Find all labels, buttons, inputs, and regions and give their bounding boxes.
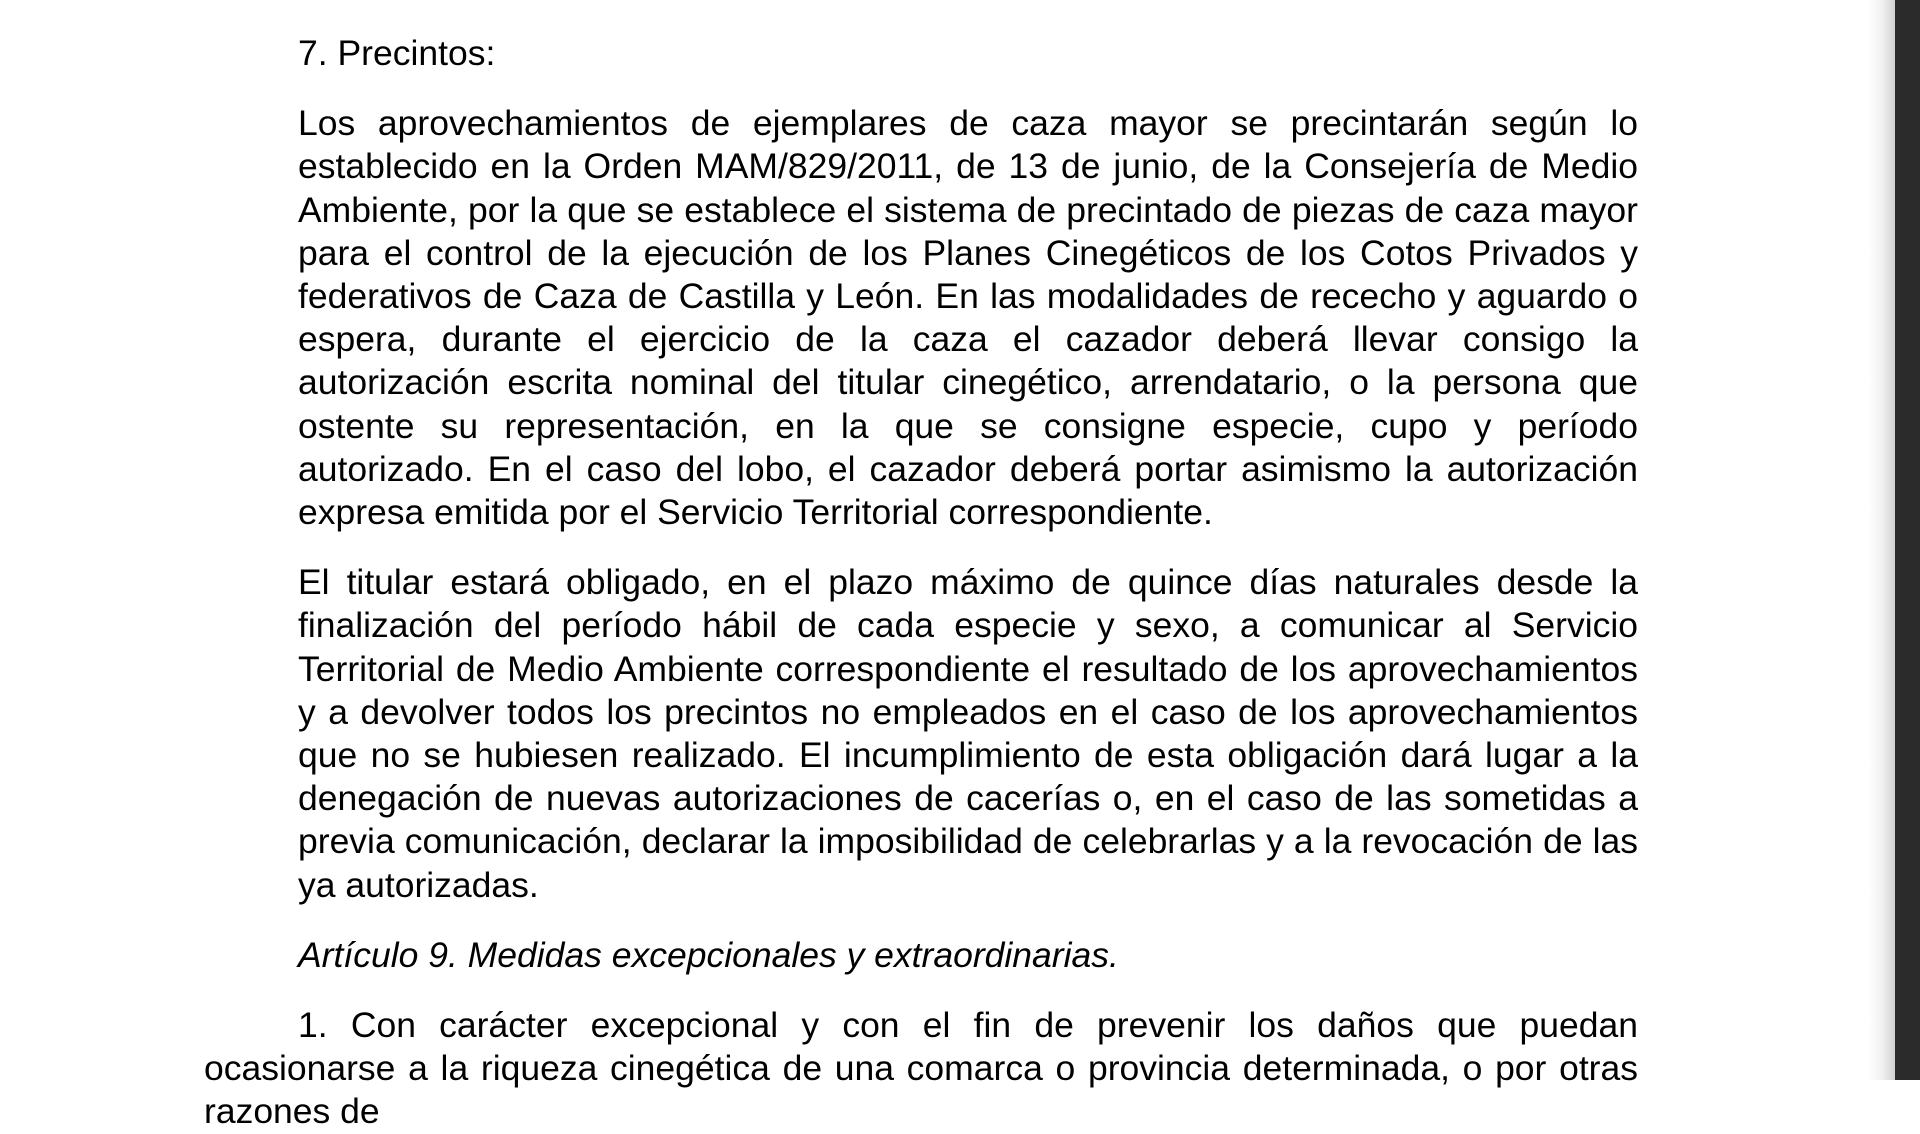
article-title: Artículo 9. Medidas excepcionales y extraordinarias. — [298, 934, 1119, 975]
viewer-background — [1895, 0, 1920, 1080]
section-heading: 7. Precintos: — [298, 33, 496, 73]
paragraph-precintos: Los aprovechamientos de ejemplares de caza mayor se precintarán según lo establecido en la Orden MAM/829/2011, de 13 de junio, de la Consejería de Medio Ambiente, por la que se establece el sistema de precintado de piezas de caza mayor para el control de la ejecución de los Planes Cinegéticos de los Cotos Privados y federativos de Caza de Castilla y León. En las modalidades de rececho y aguardo o espera, durante el ejercicio de la caza el cazador deberá llevar consigo la autorización escrita nominal del titular cinegético, arrendatario, o la persona que ostente su representación, en la que se consigne especie, cupo y período autorizado. En el caso del lobo, el cazador deberá portar asimismo la autorización expresa emitida por el Servicio Territorial correspondiente. — [298, 103, 1638, 533]
document-body — [204, 32, 1638, 1134]
paragraph-obligacion-titular: El titular estará obligado, en el plazo máximo de quince días naturales desde la finalización del período hábil de cada especie y sexo, a comunicar al Servicio Territorial de Medio Ambiente correspondiente el resultado de los aprovechamientos y a devolver todos los precintos no empleados en el caso de los aprovechamientos que no se hubiesen realizado. El incumplimiento de esta obligación dará lugar a la denegación de nuevas autorizaciones de cacerías o, en el caso de las sometidas a previa comunicación, declarar la imposibilidad de celebrarlas y a la revocación de las ya autorizadas. — [298, 562, 1638, 905]
page-edge-shadow — [1868, 0, 1895, 1080]
paragraph-medidas-excepcionales: 1. Con carácter excepcional y con el fin de prevenir los daños que puedan ocasionarse a la riqueza cinegética de una comarca o provincia determinada, o por otras razones de — [204, 1005, 1638, 1132]
